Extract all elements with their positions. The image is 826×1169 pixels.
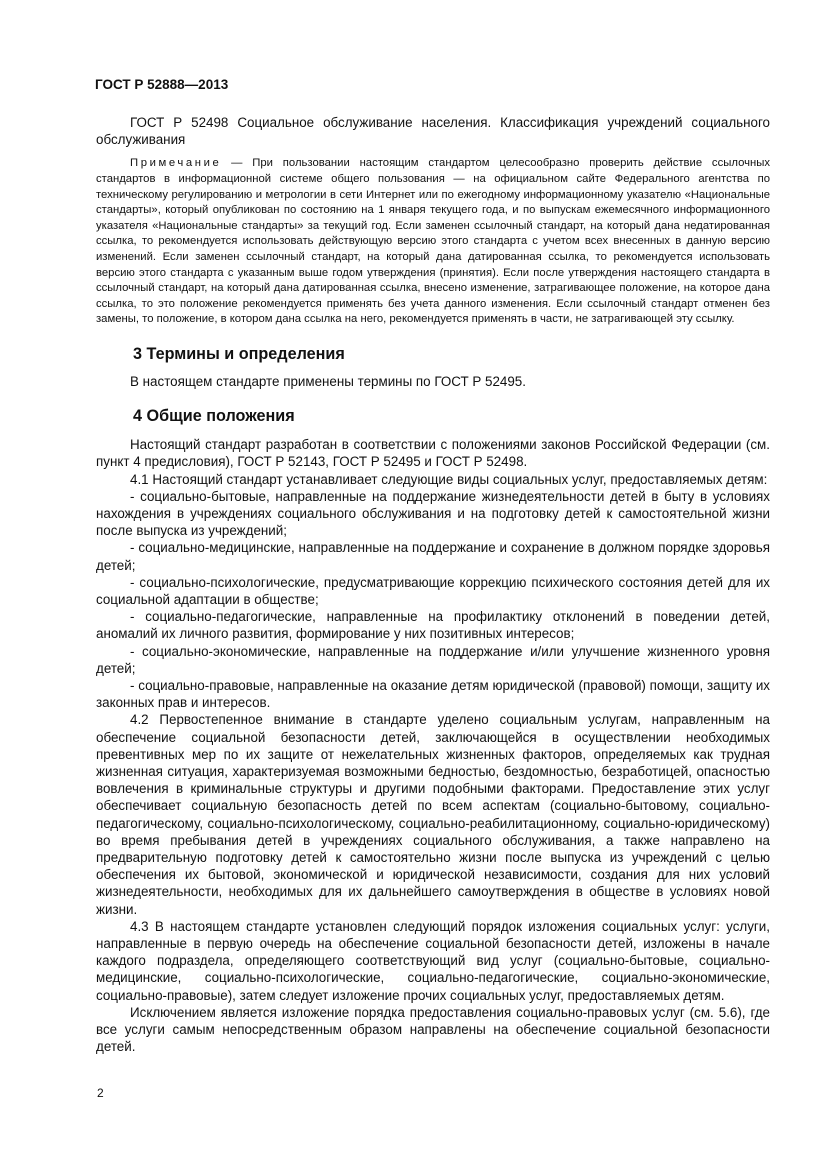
reference-gost-52498: ГОСТ Р 52498 Социальное обслуживание населения. Классификация учреждений социального обслуживания [96,115,770,148]
note-label: Примечание [130,157,222,170]
list-item-social-pedagogical: - социально-педагогические, направленные на профилактику отклонений в поведении детей, аномалий их личного развития, формирование у них позитивных интересов; [96,609,770,642]
section-4-heading: 4 Общие положения [133,407,295,426]
section-3-text: В настоящем стандарте применены термины по ГОСТ Р 52495. [130,373,526,389]
list-item-social-legal: - социально-правовые, направленные на оказание детям юридической (правовой) помощи, защиту их законных прав и интересов. [96,677,770,711]
list-item-social-economic: - социально-экономические, направленные на поддержание и/или улучшение жизненного уровня детей; [96,643,770,676]
paragraph-4-3: 4.3 В настоящем стандарте установлен следующий порядок изложения социальных услуг: услуги, направленные в первую очередь на обеспечение социальной безопасности детей, изложены в начале каждого подраздела, определяющего соответствующий вид услуг (социально-бытовые, социально-медицинские, социально-психологические, социально-педагогические, социально-экономические, социально-правовые), затем следует изложение прочих социальных услуг, предоставляемых детям. [96,918,770,1003]
page-content [96,114,770,1055]
note-text: — При пользовании настоящим стандартом целесообразно проверить действие ссылочных стандартов в информационной системе общего пользования — на официальном сайте Федерального агентства по техническому регулированию и метрологии в сети Интернет или по ежегодному информационному указателю «Национальные стандарты», который опубликован по состоянию на 1 января текущего года, и по выпускам ежемесячного информационного указателя «Национальные стандарты» за текущий год. Если заменен ссылочный стандарт, на который дана недатированная ссылка, то рекомендуется использовать действующую версию этого стандарта с учетом всех внесенных в данную версию изменений. Если заменен ссылочный стандарт, на который дана датированная ссылка, то рекомендуется использовать версию этого стандарта с указанным выше годом утверждения (принятия). Если после утверждения настоящего стандарта в ссылочный стандарт, на который дана датированная ссылка, внесено изменение, затрагивающее положение, на которое дана ссылка, то это положение рекомендуется применять без учета данного изменения. Если ссылочный стандарт отменен без замены, то положение, в котором дана ссылка на него, рекомендуется применять в части, не затрагивающей эту ссылку. [96,157,770,326]
paragraph-exception: Исключением является изложение порядка предоставления социально-правовых услуг (см. 5.6), где все услуги самым непосредственным образом направлены на обеспечение социальной безопасности детей. [96,1004,770,1055]
paragraph-4-2: 4.2 Первостепенное внимание в стандарте уделено социальным услугам, направленным на обеспечение социальной безопасности детей, заключающейся в осуществлении необходимых превентивных мер по их защите от нежелательных жизненных факторов, определяемых как трудная жизненная ситуация, характеризуемая возможными бедностью, бездомностью, безработицей, опасностью вовлечения в криминальные структуры и другими подобными факторами. Предоставление этих услуг обеспечивает социальную безопасность детей по всем аспектам (социально-бытовому, социально-педагогическому, социально-психологическому, социально-реабилитационному, социально-юридическому) во время пребывания детей в учреждениях социального обслуживания, а также направлено на предварительную подготовку детей к самостоятельно жизни после выпуска из учреждений с целью обеспечения их бытовой, экономической и юридической независимости, создания для них условий жизнедеятельности, необходимых для их дальнейшего самоутверждения в обществе в условиях новой жизни. [96,712,770,917]
list-item-social-domestic: - социально-бытовые, направленные на поддержание жизнедеятельности детей в быту в условиях нахождения в учреждениях социального обслуживания и на подготовку детей к самостоятельной жизни после выпуска из учреждений; [96,488,770,539]
list-item-social-psychological: - социально-психологические, предусматривающие коррекцию психического состояния детей для их социальной адаптации в обществе; [96,574,770,607]
list-item-social-medical: - социально-медицинские, направленные на поддержание и сохранение в должном порядке здоровья детей; [96,540,770,573]
section-4-intro: Настоящий стандарт разработан в соответствии с положениями законов Российской Федерации (см. пункт 4 предисловия), ГОСТ Р 52143, ГОСТ Р 52495 и ГОСТ Р 52498. [96,437,770,470]
paragraph-4-1: 4.1 Настоящий стандарт устанавливает следующие виды социальных услуг, предоставляемых детям: [130,471,768,487]
reference-note [96,156,770,328]
section-3-heading: 3 Термины и определения [133,344,345,363]
document-header: ГОСТ Р 52888—2013 [95,77,229,92]
page-number: 2 [97,1086,104,1100]
